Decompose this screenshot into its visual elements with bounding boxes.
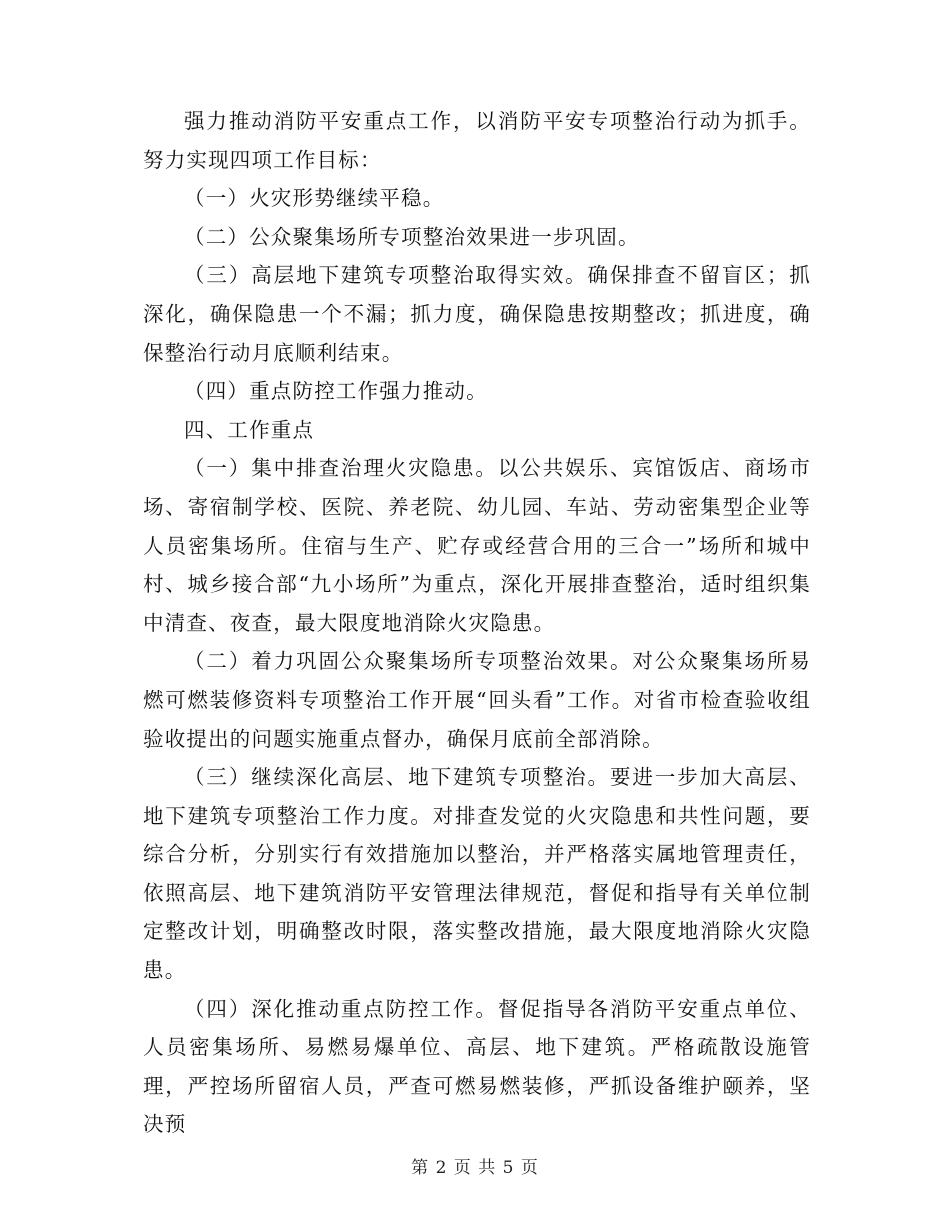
paragraph-goal-3: （三）高层地下建筑专项整治取得实效。确保排查不留盲区；抓深化，确保隐患一个不漏；抓力度，确保隐患按期整改；抓进度，确保整治行动月底顺利结束。	[143, 263, 811, 365]
paragraph-goal-1: （一）火灾形势继续平稳。	[184, 186, 445, 211]
page-number-footer: 第 2 页 共 5 页	[411, 1158, 539, 1178]
document-body	[143, 102, 811, 1144]
paragraph-focus-3: （三）继续深化高层、地下建筑专项整治。要进一步加大高层、地下建筑专项整治工作力度。对排查发觉的火灾隐患和共性问题，要综合分析，分别实行有效措施加以整治，并严格落实属地管理责任，依照高层、地下建筑消防平安管理法律规范，督促和指导有关单位制定整改计划，明确整改时限，落实整改措施，最大限度地消除火灾隐患。	[143, 765, 811, 983]
paragraph-intro: 强力推动消防平安重点工作，以消防平安专项整治行动为抓手。努力实现四项工作目标：	[143, 109, 811, 172]
section-heading: 四、工作重点	[184, 417, 315, 442]
paragraph-goal-4: （四）重点防控工作强力推动。	[184, 379, 488, 404]
paragraph-goal-2: （二）公众聚集场所专项整治效果进一步巩固。	[184, 224, 640, 249]
paragraph-focus-4: （四）深化推动重点防控工作。督促指导各消防平安重点单位、人员密集场所、易燃易爆单位、高层、地下建筑。严格疏散设施管理，严控场所留宿人员，严查可燃易燃装修，严抓设备维护颐养，坚决预	[143, 996, 811, 1137]
paragraph-focus-2: （二）着力巩固公众聚集场所专项整治效果。对公众聚集场所易燃可燃装修资料专项整治工作开展“回头看”工作。对省市检查验收组验收提出的问题实施重点督办，确保月底前全部消除。	[143, 649, 811, 751]
paragraph-focus-1: （一）集中排查治理火灾隐患。以公共娱乐、宾馆饭店、商场市场、寄宿制学校、医院、养老院、幼儿园、车站、劳动密集型企业等人员密集场所。住宿与生产、贮存或经营合用的三合一”场所和城中村、城乡接合部“九小场所”为重点，深化开展排查整治，适时组织集中清查、夜查，最大限度地消除火灾隐患。	[143, 456, 811, 635]
